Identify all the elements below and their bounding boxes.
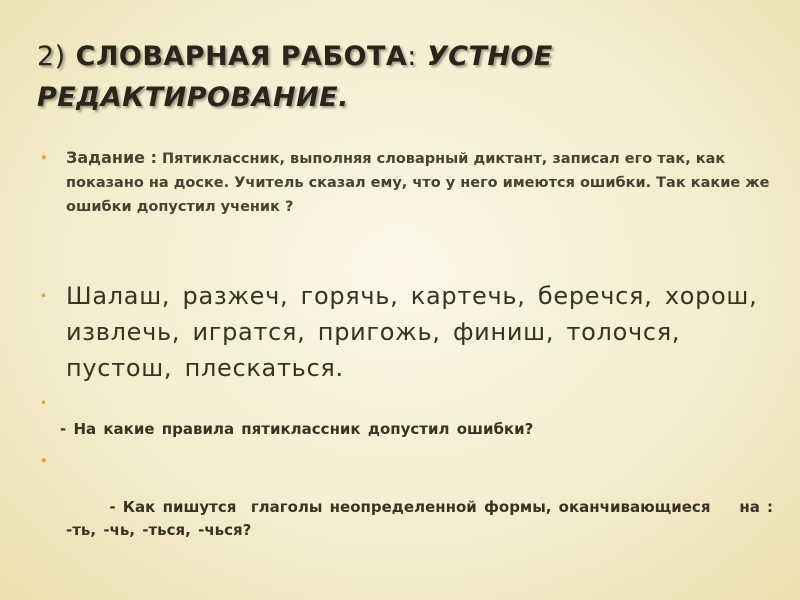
slide-title [37,36,777,118]
words-text: Шалаш, разжеч, горячь, картечь, беречся, хорош, извлечь, игратся, пригожь, финиш, толочся, пустош, плескаться. [66,282,758,382]
title-main: СЛОВАРНАЯ РАБОТА [75,41,408,72]
bullet-icon: • [40,454,48,468]
bullet-task [38,146,783,219]
bullet-icon: • [40,396,48,410]
bullet-empty [38,396,783,418]
question-2-text: - Как пишутся глаголы неопределенной формы, оканчивающиеся на : -ть, -чь, -ться, -чься? [66,498,788,539]
question-1 [38,418,783,440]
task-text: Пятиклассник, выполняя словарный диктант, записал его так, как показано на доске. Учитель сказал ему, что у него имеются ошибки. Так какие же ошибки допустил ученик ? [66,151,770,215]
question-1-text: - На какие правила пятиклассник допустил ошибки? [60,420,534,438]
bullet-words [38,278,783,386]
title-subtitle: УСТНОЕ РЕДАКТИРОВАНИЕ. [37,41,553,113]
bullet-icon: • [40,151,48,165]
bullet-list [38,146,788,565]
bullet-icon: • [40,289,48,303]
bullet-question-2 [38,450,788,565]
title-separator: : [407,41,417,72]
task-label: Задание : [66,148,157,167]
title-number: 2) [37,41,66,72]
